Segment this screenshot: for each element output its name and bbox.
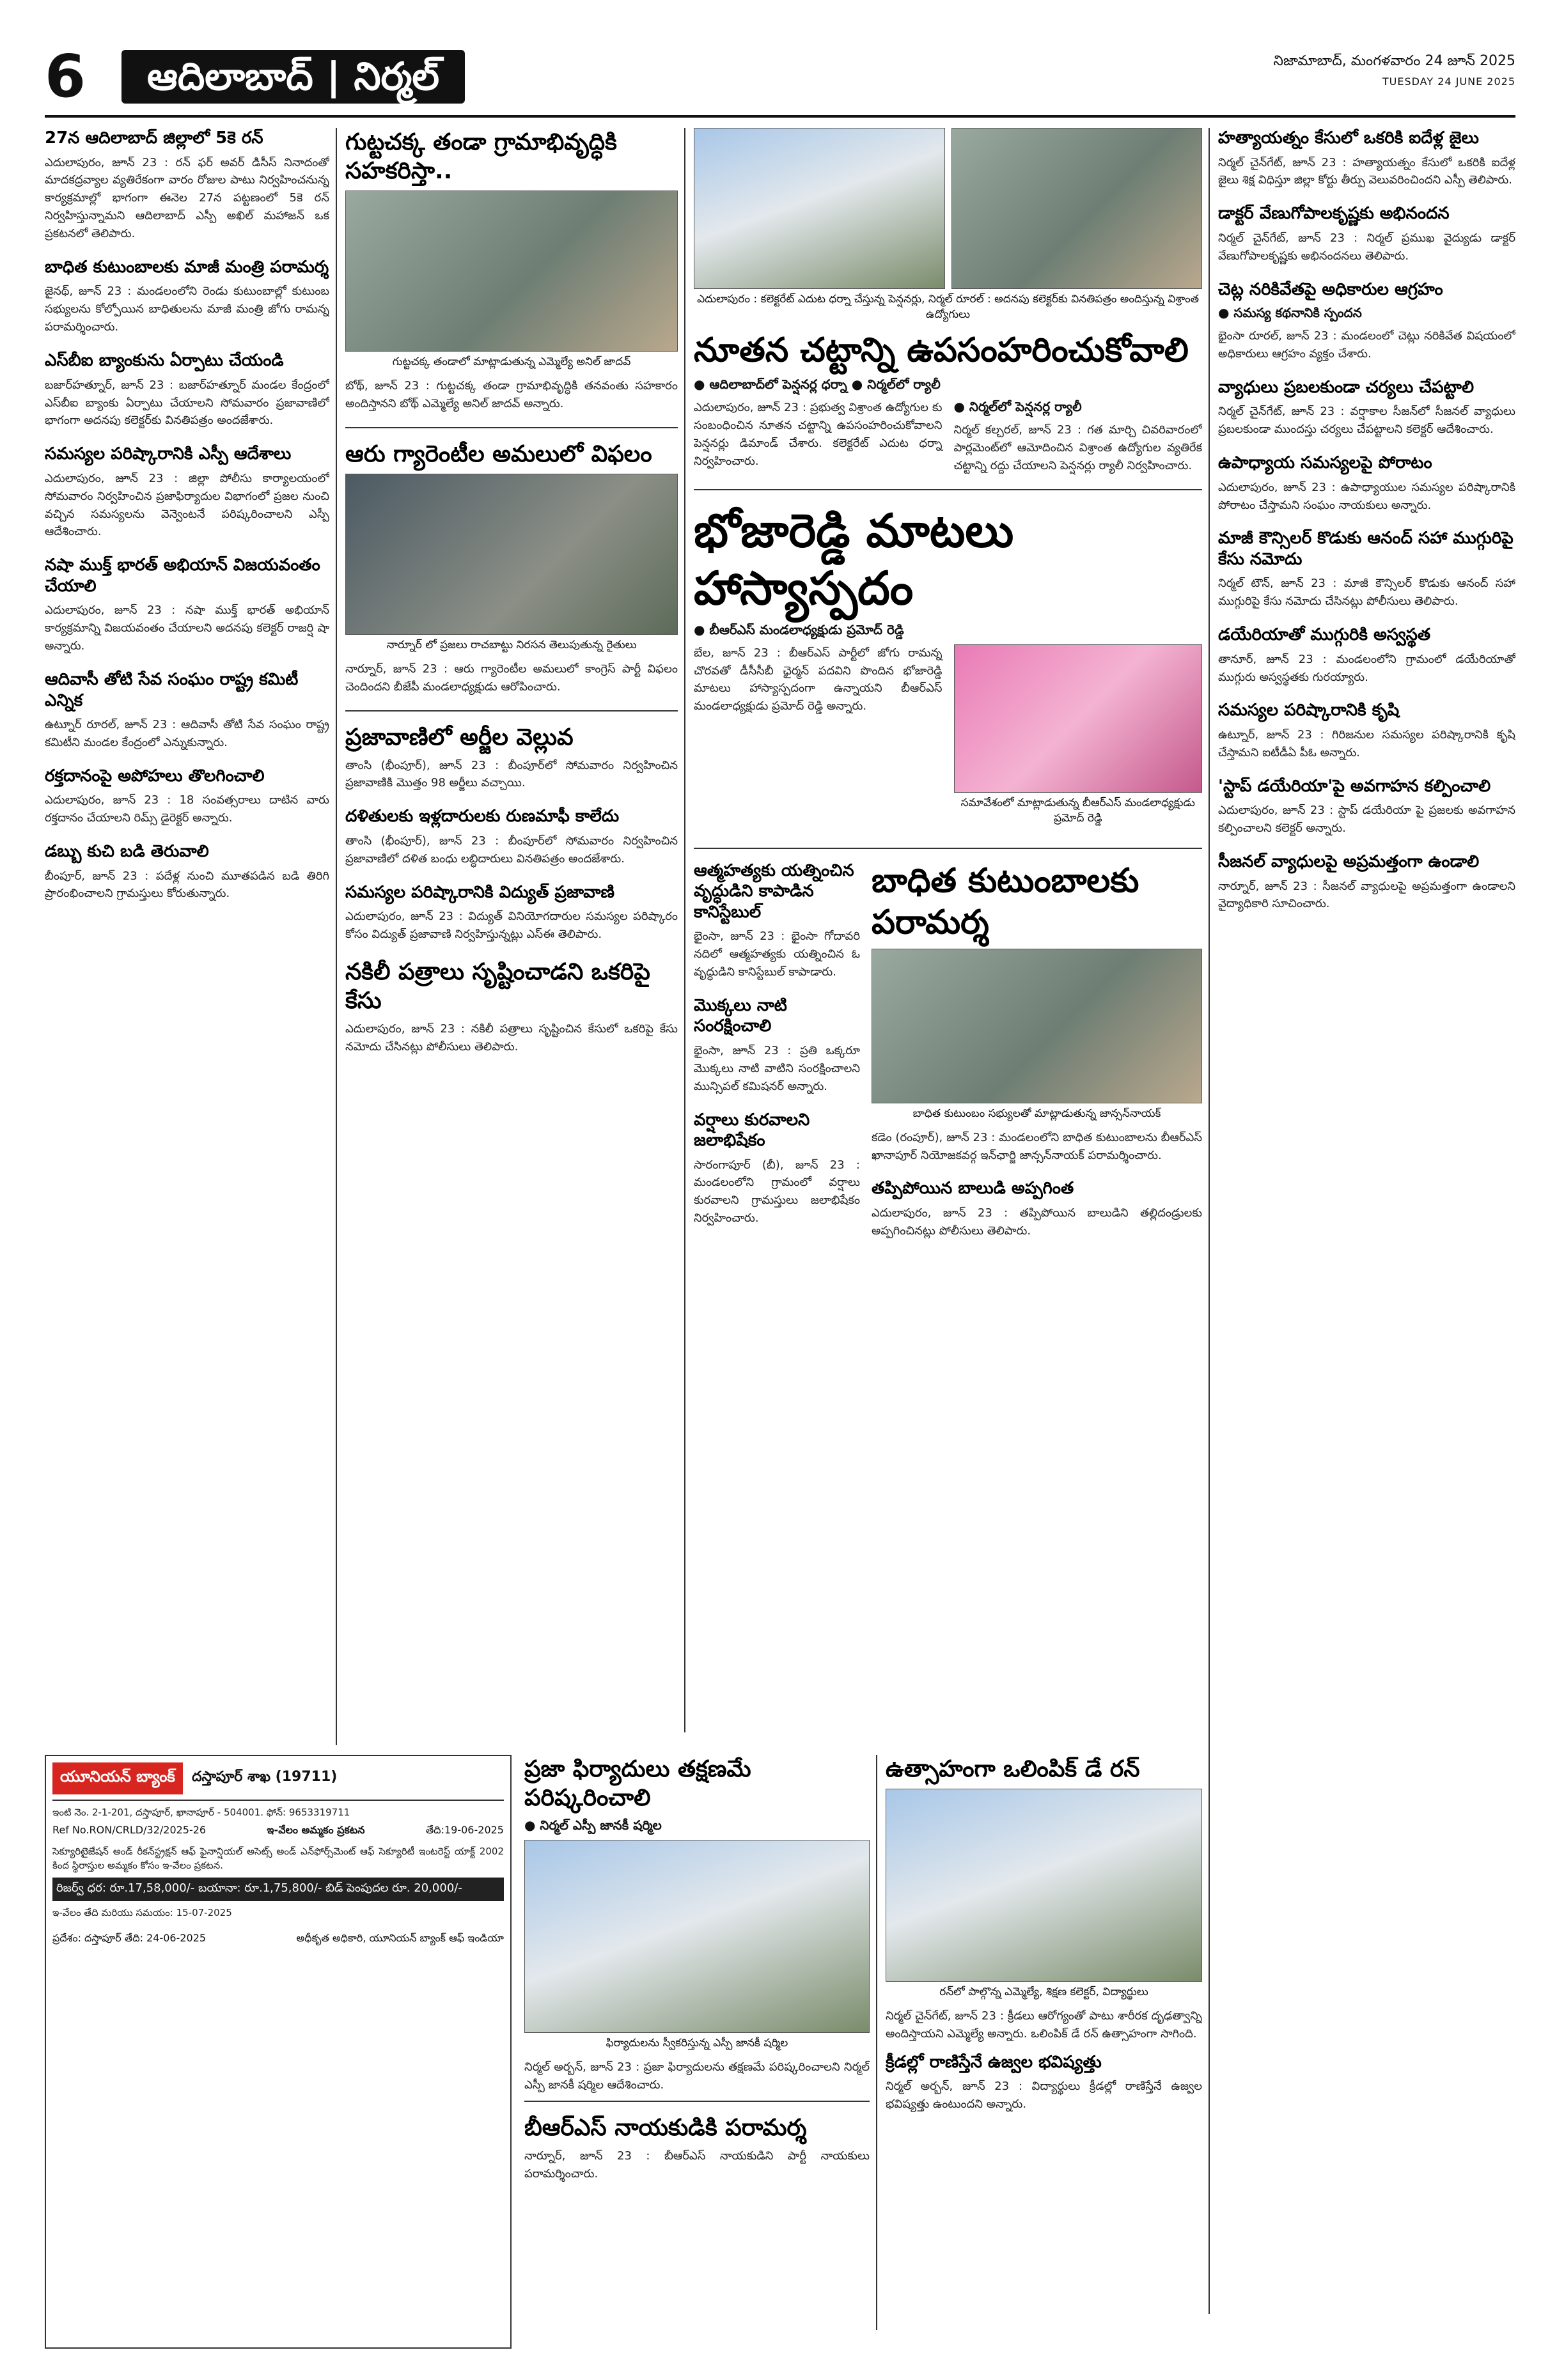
story-body: ఎదులాపురం, జూన్ 23 : నషా ముక్త్ భారత్ అభియాన్ కార్యక్రమాన్ని విజయవంతం చేయాలని అదనపు కలెక్టర్ రాజర్షి షా అన్నారు. [45, 603, 329, 653]
headline: ఆదివాసీ తోటి సేవ సంఘం రాష్ట్ర కమిటీ ఎన్నిక [45, 670, 299, 710]
headline: బాధిత కుటుంబాలకు పరామర్శ [872, 861, 1139, 942]
story-body: ఎదులాపురం, జూన్ 23 : స్టాప్ డయేరియా పై ప్రజలకు అవగాహన కల్పించాలని కలెక్టర్ అన్నారు. [1218, 804, 1515, 836]
news-photo [345, 191, 678, 352]
story-columns [694, 399, 1202, 475]
story-body: ఎదులాపురం, జూన్ 23 : నకిలీ పత్రాలు సృష్టించిన కేసులో ఒకరిపై కేసు నమోదు చేసినట్లు పోలీసులు తెలిపారు. [345, 1022, 678, 1054]
story-body: ఉట్నూర్, జూన్ 23 : గిరిజనుల సమస్యల పరిష్కారానికి కృషి చేస్తామని ఐటీడీఏ పీఓ అన్నారు. [1218, 727, 1515, 759]
headline: వ్యాధులు ప్రబలకుండా చర్యలు చేపట్టాలి [1218, 377, 1475, 397]
story-body: ఎదులాపురం, జూన్ 23 : తప్పిపోయిన బాలుడిని తల్లిదండ్రులకు అప్పగించినట్లు పోలీసులు తెలిపారు. [872, 1206, 1202, 1238]
photo-caption: బాధిత కుటుంబం సభ్యులతో మాట్లాడుతున్న జాన్సన్‌నాయక్ [912, 1107, 1161, 1120]
column-1 [45, 128, 329, 1752]
subheadline: ● బీఆర్ఎస్ మండలాధ్యక్షుడు ప్రమోద్ రెడ్డి [694, 622, 1202, 641]
photo-caption: సమావేశంలో మాట్లాడుతున్న బీఆర్ఎస్ మండలాధ్యక్షుడు ప్రమోద్ రెడ్డి [960, 796, 1195, 825]
headline: హత్యాయత్నం కేసులో ఒకరికి ఐదేళ్ల జైలు [1218, 128, 1479, 148]
date-block [1274, 51, 1515, 92]
headline: సమస్యల పరిష్కారానికి విద్యుత్ ప్రజావాణి [345, 882, 614, 902]
headline: భోజారెడ్డి మాటలు హాస్యాస్పదం [694, 503, 1014, 615]
divider [345, 427, 678, 428]
edition-title: ఆదిలాబాద్ | నిర్మల్ [121, 50, 465, 104]
column-3 [694, 128, 1202, 1732]
auction-date: ఇ-వేలం తేది మరియు సమయం: 15-07-2025 [52, 1907, 232, 1919]
column-4 [1218, 128, 1515, 2327]
story [694, 1110, 860, 1228]
story [694, 330, 1202, 475]
story [694, 860, 860, 981]
headline: డయేరియాతో ముగ్గురికి అస్వస్థత [1218, 625, 1431, 645]
notice-body: సెక్యూరిటైజేషన్ అండ్ రీకన్‌స్ట్రక్షన్ ఆఫ్ ఫైనాన్షియల్ అసెట్స్ అండ్ ఎన్‌ఫోర్స్‌మెంట్ ఆఫ్ సెక్యూరిటీ ఇంటరెస్ట్ యాక్ట్ 2002 కింద స్థిరాస్తుల అమ్మకం కోసం ఇ-వేలం ప్రకటన. [52, 1845, 504, 1871]
story-body: నార్నూర్, జూన్ 23 : సీజనల్ వ్యాధులపై అప్రమత్తంగా ఉండాలని వైద్యాధికారి సూచించారు. [1218, 879, 1515, 911]
story-body: ఎదులాపురం, జూన్ 23 : జిల్లా పోలీసు కార్యాలయంలో సోమవారం నిర్వహించిన ప్రజాఫిర్యాదుల విభాగంలో ప్రజల నుంచి వచ్చిన సమస్యలను వెన్వెంటనే పరిష్కరించాలని ఎస్పీ ఆదేశించారు. [45, 471, 329, 539]
story [694, 995, 860, 1096]
divider [694, 848, 1202, 849]
bank-logo: యూనియన్ బ్యాంక్ [52, 1762, 183, 1794]
headline: ప్రజావాణిలో అర్జీల వెల్లువ [345, 724, 574, 751]
story [694, 502, 1202, 834]
story-body: జైనథ్, జూన్ 23 : మండలంలోని రెండు కుటుంబాల్లో కుటుంబ సభ్యులను కోల్పోయిన బాధితులను మాజీ మంత్రి జోగు రామన్న పరామర్శించారు. [45, 284, 329, 334]
story [45, 766, 329, 827]
story [45, 257, 329, 336]
story-columns [694, 644, 1202, 834]
story-body: నిర్మల్ అర్బన్, జూన్ 23 : విద్యార్థులు క్రీడల్లో రాణిస్తేనే ఉజ్వల భవిష్యత్తు ఉంటుందని అన్నారు. [886, 2080, 1202, 2112]
headline: సమస్యల పరిష్కారానికి కృషి [1218, 701, 1400, 720]
story [345, 806, 678, 867]
headline: ఆత్మహత్యకు యత్నించిన వృద్ధుడిని కాపాడిన కానిస్టేబుల్ [694, 860, 854, 922]
headline: మాజీ కౌన్సిలర్ కొడుకు ఆనంద్ సహా ముగ్గురిపై కేసు నమోదు [1218, 529, 1514, 569]
story [345, 440, 678, 696]
story [1218, 852, 1515, 913]
story [345, 723, 678, 793]
headline: దళితులకు ఇళ్లదారులకు రుణమాఫీ కాలేదు [345, 807, 620, 827]
story-body: ఎదులాపురం, జూన్ 23 : ప్రభుత్వ విశ్రాంత ఉద్యోగుల కు సంబంధించిన నూతన చట్టాన్ని ఉపసంహరించుకోవాలని పెన్షనర్లు డిమాండ్ చేశారు. కలెక్టరేట్ ఎదుట ధర్నా నిర్వహించారు. [694, 401, 943, 468]
photo-caption: నార్నూర్ లో ప్రజలు రాచబాట్టు నిరసన తెలుపుతున్న రైతులు [386, 638, 637, 651]
story [1218, 776, 1515, 837]
photo-caption: రన్‌లో పాల్గొన్న ఎమ్మెల్యే, శిక్షణ కలెక్టర్, విద్యార్థులు [939, 1986, 1148, 1998]
headline: మొక్కలు నాటి సంరక్షించాలి [694, 995, 787, 1036]
branch-address: ఇంటి నెం. 2-1-201, దస్తాపూర్, ఖానాపూర్ - 504001. ఫోన్: 9653319711 [52, 1807, 350, 1818]
story [1218, 453, 1515, 514]
bottom-story-sp [524, 1755, 870, 2349]
headline: రక్తదానంపై అపోహలు తొలగించాలి [45, 766, 265, 786]
divider [345, 710, 678, 712]
ref-row [52, 1824, 504, 1839]
story-body: భైంసా, జూన్ 23 : భైంసా గోదావరి నదిలో ఆత్మహత్యకు యత్నించిన ఓ వృద్ధుడిని కానిస్టేబుల్ కాపాడారు. [694, 929, 860, 979]
notice-title: ఇ-వేలం అమ్మకం ప్రకటన [267, 1823, 365, 1836]
headline: తప్పిపోయిన బాలుడి అప్పగింత [872, 1179, 1074, 1199]
headline: 27న ఆదిలాబాద్ జిల్లాలో 5కె రన్ [45, 128, 263, 148]
divider [694, 489, 1202, 490]
branch-name: దస్తాపూర్ శాఖ (19711) [191, 1769, 338, 1785]
masthead-rule [45, 115, 1515, 118]
ad-header [52, 1762, 504, 1801]
story-body: బీంపూర్, జూన్ 23 : పదేళ్ల నుంచి మూతపడిన బడి తిరిగి ప్రారంభించాలని గ్రామస్తులు కోరుతున్నారు. [45, 869, 329, 901]
story [1218, 128, 1515, 189]
headline: బాధిత కుటుంబాలకు మాజీ మంత్రి పరామర్శ [45, 257, 329, 277]
photo-caption: గుట్టచక్క తండాలో మాట్లాడుతున్న ఎమ్మెల్యే అనిల్ జాదవ్ [392, 355, 631, 368]
story-body: కడెం (రంపూర్), జూన్ 23 : మండలంలోని బాధిత కుటుంబాలను బీఆర్ఎస్ ఖానాపూర్ నియోజకవర్గ ఇన్‌ఛార్జి జాన్సన్‌నాయక్ పరామర్శించారు. [872, 1130, 1202, 1162]
headline: నకిలీ పత్రాలు సృష్టించాడని ఒకరిపై కేసు [345, 958, 650, 1014]
story-body: తానూర్, జూన్ 23 : మండలంలోని గ్రామంలో డయేరియాతో ముగ్గురు అస్వస్థతకు గురయ్యారు. [1218, 652, 1515, 684]
story [45, 669, 329, 752]
photo-caption: ఫిర్యాదులను స్వీకరిస్తున్న ఎస్పీ జానకీ షర్మిల [606, 2037, 788, 2049]
date-line-en: TUESDAY 24 JUNE 2025 [1382, 75, 1515, 88]
news-photo [694, 128, 945, 289]
bank-auction-ad [45, 1755, 512, 2349]
masthead [45, 42, 1515, 111]
headline: ఉత్సాహంగా ఒలింపిక్ డే రన్ [886, 1756, 1140, 1782]
story-body: తాంసి (భీంపూర్), జూన్ 23 : బీంపూర్‌లో సోమవారం నిర్వహించిన ప్రజావాణిలో దళిత బంధు లబ్ధిదారులు వినతిపత్రం అందజేశారు. [345, 834, 678, 866]
story [1218, 203, 1515, 265]
story [872, 1178, 1202, 1240]
page-number: 6 [45, 42, 86, 111]
story [1218, 279, 1515, 363]
story [345, 958, 678, 1056]
subheadline: ● నిర్మల్ ఎస్పీ జానకీ షర్మిల [524, 1817, 870, 1836]
story-body: భైంసా, జూన్ 23 : ప్రతి ఒక్కరూ మొక్కలు నాటి వాటిని సంరక్షించాలని మున్సిపల్ కమిషనర్ అన్నారు. [694, 1043, 860, 1093]
headline: ఉపాధ్యాయ సమస్యలపై పోరాటం [1218, 453, 1432, 473]
headline: వర్షాలు కురవాలని జలాభిషేకం [694, 1110, 810, 1151]
main-lower-story [872, 860, 1202, 1254]
story-body: ఎదులాపురం, జూన్ 23 : రన్ ఫర్ అవర్ డిసీస్ నినాదంతో మాదకద్రవ్యాల వ్యతిరేకంగా వారం రోజుల పాటు నిర్వహించనున్న కార్యక్రమాల్లో భాగంగా ఈనెల 27న పట్టణంలో 5కె రన్ నిర్వహిస్తున్నామని ఆదిలాబాద్ ఎస్పీ అఖిల్ మహాజన్ ఒక ప్రకటనలో తెలిపారు. [45, 155, 329, 241]
story [45, 841, 329, 903]
story-body: నార్నూర్, జూన్ 23 : ఆరు గ్యారెంటీల అమలులో కాంగ్రెస్ పార్టీ విఫలం చెందిందని బీజేపీ మండలాధ్యక్షుడు ఆరోపించారు. [345, 662, 678, 694]
news-photo [951, 128, 1203, 289]
story-body: నిర్మల్ టౌన్, జూన్ 23 : మాజీ కౌన్సిలర్ కొడుకు ఆనంద్ సహా ముగ్గురిపై కేసు నమోదు చేసినట్లు పోలీసులు తెలిపారు. [1218, 577, 1515, 609]
story [1218, 528, 1515, 611]
headline: ఎస్‌బీఐ బ్యాంకును ఏర్పాటు చేయండి [45, 351, 284, 371]
headline: ప్రజా ఫిర్యాదులు తక్షణమే పరిష్కరించాలి [524, 1756, 751, 1811]
story-body: బోథ్, జూన్ 23 : గుట్టచక్క తండా గ్రామాభివృద్ధికి తనవంతు సహకారం అందిస్తానని బోథ్ ఎమ్మెల్యే అనిల్ జాదవ్ అన్నారు. [345, 379, 678, 410]
news-photo [524, 1840, 870, 2033]
headline: సమస్యల పరిష్కారానికి ఎస్పీ ఆదేశాలు [45, 444, 292, 464]
story-body: సారంగాపూర్ (బీ), జూన్ 23 : మండలంలోని గ్రామంలో వర్షాలు కురవాలని గ్రామస్తులు జలాభిషేకం నిర్వహించారు. [694, 1158, 860, 1225]
story [45, 444, 329, 541]
headline: గుట్టచక్క తండా గ్రామాభివృద్ధికి సహకరిస్తా.. [345, 129, 617, 184]
story-body: భైంసా రూరల్, జూన్ 23 : మండలంలో చెట్లు నరికివేత విషయంలో అధికారులు ఆగ్రహం వ్యక్తం చేశారు. [1218, 329, 1515, 361]
side-stories [694, 860, 860, 1254]
signature: అధీకృత అధికారి, యూనియన్ బ్యాంక్ ఆఫ్ ఇండియా [296, 1932, 504, 1944]
news-photo [886, 1789, 1202, 1982]
subheadline: ● ఆదిలాబాద్‌లో పెన్షనర్ల ధర్నా ● నిర్మల్‌లో ర్యాలీ [694, 377, 1202, 395]
story-body: నార్నూర్, జూన్ 23 : బీఆర్ఎస్ నాయకుడిని పార్టీ నాయకులు పరామర్శించారు. [524, 2149, 870, 2181]
subheadline: ● నిర్మల్‌లో పెన్షనర్ల ర్యాలీ [954, 399, 1203, 417]
story-body: నిర్మల్ చైన్‌గేట్, జూన్ 23 : క్రీడలు ఆరోగ్యంతో పాటు శారీరక దృఢత్వాన్ని అందిస్తాయని ఎమ్మెల్యే అన్నారు. ఒలింపిక్ డే రన్ ఉత్సాహంగా సాగింది. [886, 2009, 1202, 2041]
story [1218, 625, 1515, 686]
story-body: బేల, జూన్ 23 : బీఆర్ఎస్ పార్టీలో జోగు రామన్న చొరవతో డీసీసీబీ ఛైర్మన్ పదవిని పొందిన భోజారెడ్డి మాటలు హాస్యాస్పదంగా ఉన్నాయని బీఆర్ఎస్ మండలాధ్యక్షుడు ప్రమోద్ రెడ్డి అన్నారు. [694, 646, 943, 713]
ref-number: Ref No.RON/CRLD/32/2025-26 [52, 1823, 207, 1836]
place-date: ప్రదేశం: దస్తాపూర్ తేది: 24-06-2025 [52, 1932, 207, 1944]
story-body: ఎదులాపురం, జూన్ 23 : విద్యుత్ వినియోగదారుల సమస్యల పరిష్కారం కోసం విద్యుత్ ప్రజావాణి నిర్వహిస్తున్నట్లు ఎస్ఈ తెలిపారు. [345, 910, 678, 942]
story-body: నిర్మల్ చైన్‌గేట్, జూన్ 23 : హత్యాయత్నం కేసులో ఒకరికి ఐదేళ్ల జైలు శిక్ష విధిస్తూ జిల్లా కోర్టు తీర్పు వెలువరించిందని ఎస్పీ తెలిపారు. [1218, 155, 1515, 187]
story-body: ఎదులాపురం, జూన్ 23 : ఉపాధ్యాయుల సమస్యల పరిష్కారానికి పోరాటం చేస్తామని సంఘం నాయకులు అన్నారు. [1218, 480, 1515, 512]
headline: బీఆర్ఎస్ నాయకుడికి పరామర్శ [524, 2114, 807, 2141]
news-photo [345, 474, 678, 635]
story [45, 555, 329, 655]
subheadline: ● సమస్య కథనానికి స్పందన [1218, 305, 1515, 323]
news-photo [872, 949, 1202, 1103]
price-bar: రిజర్వ్ ధర: రూ.17,58,000/- బయానా: రూ.1,75,800/- బిడ్ పెంపుదల రూ. 20,000/- [52, 1878, 504, 1901]
headline: డాక్టర్ వేణుగోపాలకృష్ణకు అభినందన [1218, 204, 1450, 224]
bottom-story-olympic [886, 1755, 1202, 2349]
date-line: నిజామాబాద్, మంగళవారం 24 జూన్ 2025 [1273, 53, 1515, 69]
story-body: నిర్మల్ కల్చరల్, జూన్ 23 : గత మార్చి చివరివారంలో పార్లమెంట్‌లో ఆమోదించిన విశ్రాంత ఉద్యోగుల వ్యతిరేక చట్టాన్ని రద్దు చేయాలని పెన్షనర్లు ర్యాలీ నిర్వహించారు. [953, 423, 1202, 472]
headline: డబ్బు కుచి బడి తెరువాలి [45, 842, 209, 862]
story-body: నిర్మల్ చైన్‌గేట్, జూన్ 23 : వర్షాకాల సీజన్‌లో సీజనల్ వ్యాధులు ప్రబలకుండా ముందస్తు చర్యలు చేపట్టాలని కలెక్టర్ ఆదేశించారు. [1218, 405, 1515, 437]
headline: ఆరు గ్యారెంటీల అమలులో విఫలం [345, 440, 652, 467]
photo-block [954, 644, 1203, 834]
notice-date: తేది:19-06-2025 [425, 1823, 504, 1836]
column-divider [684, 128, 685, 1732]
headline: చెట్ల నరికివేతపై అధికారుల ఆగ్రహం [1218, 279, 1443, 299]
story-body: తాంసి (భీంపూర్), జూన్ 23 : బీంపూర్‌లో సోమవారం నిర్వహించిన ప్రజావాణికి మొత్తం 98 అర్జీలు వచ్చాయి. [345, 758, 678, 790]
story-body: నిర్మల్ అర్బన్, జూన్ 23 : ప్రజా ఫిర్యాదులను తక్షణమే పరిష్కరించాలని నిర్మల్ ఎస్పీ జానకీ షర్మిల ఆదేశించారు. [524, 2060, 870, 2092]
divider [524, 2101, 870, 2102]
story [1218, 700, 1515, 761]
sub-story [954, 399, 1203, 475]
story-body: ఎదులాపురం, జూన్ 23 : 18 సంవత్సరాలు దాటిన వారు రక్తదానం చేయాలని రిమ్స్ డైరెక్టర్ అన్నారు. [45, 793, 329, 825]
lower-block [694, 860, 1202, 1254]
headline: సీజనల్ వ్యాధులపై అప్రమత్తంగా ఉండాలి [1218, 852, 1480, 872]
column-divider [336, 128, 337, 1745]
photo-caption: ఎదులాపురం : కలెక్టరేట్ ఎదుట ధర్నా చేస్తున్న పెన్షనర్లు, నిర్మల్ రూరల్ : అదనపు కలెక్టర్‌కు వినతిపత్రం అందిస్తున్న విశ్రాంత ఉద్యోగులు [697, 293, 1199, 321]
column-2 [345, 128, 678, 1732]
news-photo [954, 644, 1203, 793]
column-divider [876, 1755, 877, 2330]
ad-box [45, 1755, 512, 2349]
headline: క్రీడల్లో రాణిస్తేనే ఉజ్వల భవిష్యత్తు [886, 2052, 1102, 2072]
headline: 'స్టాప్ డయేరియా'పై అవగాహన కల్పించాలి [1218, 776, 1491, 796]
headline: నూతన చట్టాన్ని ఉపసంహరించుకోవాలి [694, 331, 1189, 369]
ad-footer [52, 1932, 504, 1947]
column-divider [1209, 128, 1210, 2314]
photo-pair [694, 128, 1202, 289]
story [45, 128, 329, 243]
story-body: నిర్మల్ చైన్‌గేట్, జూన్ 23 : నిర్మల్ ప్రముఖ వైద్యుడు డాక్టర్ వేణుగోపాలకృష్ణకు అభినందనలు తెలిపారు. [1218, 231, 1515, 263]
story [345, 882, 678, 944]
headline: నషా ముక్త్ భారత్ అభియాన్ విజయవంతం చేయాలి [45, 556, 320, 596]
story [345, 128, 678, 413]
story-body: బజార్‌హత్నూర్, జూన్ 23 : బజార్‌హత్నూర్ మండల కేంద్రంలో ఎస్‌బీఐ బ్యాంకు ఏర్పాటు చేయాలని సోమవారం ప్రజావాణిలో భాగంగా అదనపు కలెక్టర్‌కు వినతిపత్రం అందజేశారు. [45, 378, 329, 428]
story [1218, 377, 1515, 439]
story [872, 860, 1202, 1165]
story [45, 350, 329, 430]
story-body: ఉట్నూర్ రూరల్, జూన్ 23 : ఆదివాసీ తోటి సేవ సంఘం రాష్ట్ర కమిటీని మండల కేంద్రంలో ఎన్నుకున్నారు. [45, 718, 329, 749]
